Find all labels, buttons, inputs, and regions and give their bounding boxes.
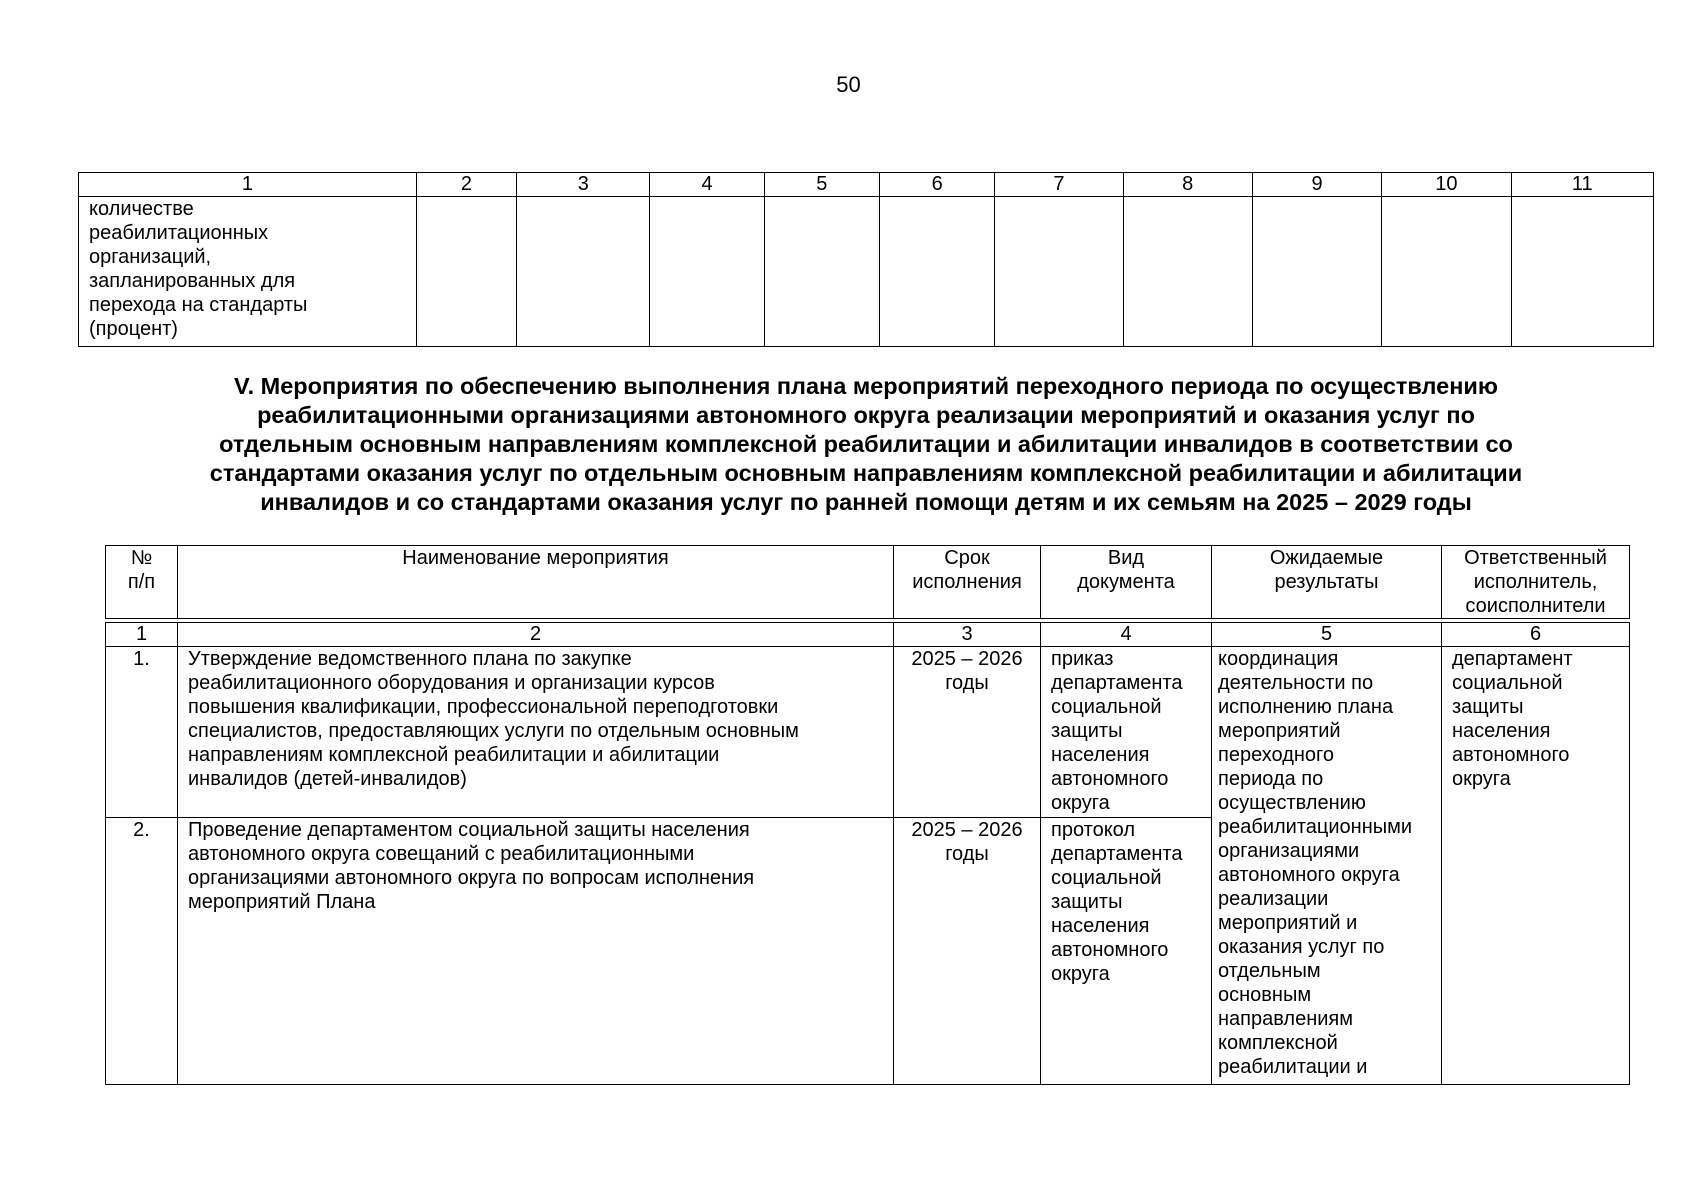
text-line: организаций,: [89, 246, 212, 268]
empty-cell: [517, 197, 650, 347]
text-line: Утверждение ведомственного плана по закупке: [188, 648, 632, 670]
column-number: 7: [995, 173, 1123, 197]
text-line: Проведение департаментом социальной защиты населения: [188, 819, 750, 841]
text-line: исполнения: [912, 571, 1022, 593]
header-name: [178, 546, 894, 619]
measures-table-header: [105, 545, 1630, 619]
text-line: координация: [1218, 648, 1339, 670]
text-line: инвалидов и со стандартами оказания услуг по ранней помощи детям и их семьям на 2025 – 2029 годы: [260, 489, 1472, 515]
text-line: Ожидаемые: [1269, 547, 1384, 569]
header-term: [894, 546, 1041, 619]
column-number: 1: [79, 173, 417, 197]
text-line: реабилитации и: [1218, 1056, 1368, 1078]
text-line: исполнению плана: [1218, 696, 1394, 718]
column-number: 6: [879, 173, 994, 197]
text-line: защиты: [1051, 891, 1123, 913]
text-line: 2025 – 2026: [911, 819, 1023, 841]
text-line: отдельным: [1218, 960, 1321, 982]
text-line: переходного: [1218, 744, 1335, 766]
text-line: протокол: [1051, 819, 1136, 841]
text-line: департамента: [1051, 672, 1183, 694]
text-line: перехода на стандарты: [89, 294, 308, 316]
text-line: Вид: [1107, 547, 1145, 569]
empty-cell: [416, 197, 516, 347]
row-number: 1.: [106, 647, 178, 818]
indicator-name-cell: [79, 197, 417, 347]
header-results: [1212, 546, 1442, 619]
text-line: оказания услуг по: [1218, 936, 1385, 958]
text-line: результаты: [1274, 571, 1379, 593]
empty-cell: [650, 197, 764, 347]
indicators-table-continuation: [78, 172, 1654, 347]
column-number: 2: [416, 173, 516, 197]
text-line: V. Мероприятия по обеспечению выполнения плана мероприятий переходного периода по осуществлению: [234, 373, 1498, 399]
measure-name: [178, 647, 894, 818]
column-number: 4: [650, 173, 764, 197]
text-line: реабилитационных: [89, 222, 269, 244]
text-line: специалистов, предоставляющих услуги по отдельным основным: [188, 720, 799, 742]
header-doc: [1041, 546, 1212, 619]
column-number: 3: [517, 173, 650, 197]
text-line: организациями автономного округа по вопросам исполнения: [188, 867, 755, 889]
text-line: автономного: [1452, 744, 1570, 766]
text-line: основным: [1218, 984, 1312, 1006]
column-number-row: [106, 623, 1630, 647]
text-line: организациями: [1218, 840, 1360, 862]
text-line: реализации: [1218, 888, 1329, 910]
text-line: социальной: [1452, 672, 1563, 694]
text-line: п/п: [127, 571, 156, 593]
text-line: комплексной: [1218, 1032, 1338, 1054]
text-line: повышения квалификации, профессиональной переподготовки: [188, 696, 779, 718]
responsible-executor: [1442, 647, 1630, 1085]
column-number: 9: [1252, 173, 1381, 197]
expected-results: [1212, 647, 1442, 1085]
text-line: периода по: [1218, 768, 1324, 790]
text-line: направлениям: [1218, 1008, 1353, 1030]
text-line: приказ: [1051, 648, 1114, 670]
text-line: направлениям комплексной реабилитации и абилитации: [188, 744, 720, 766]
column-number-row: [79, 173, 1654, 197]
text-line: департамент: [1452, 648, 1573, 670]
text-line: годы: [945, 843, 989, 865]
text-line: автономного округа совещаний с реабилитационными: [188, 843, 695, 865]
text-line: защиты: [1051, 720, 1123, 742]
text-line: запланированных для: [89, 270, 296, 292]
column-number: 6: [1442, 623, 1630, 647]
empty-cell: [1252, 197, 1381, 347]
empty-cell: [1382, 197, 1511, 347]
text-line: мероприятий Плана: [188, 891, 376, 913]
text-line: мероприятий и: [1218, 912, 1358, 934]
text-line: осуществлению: [1218, 792, 1366, 814]
measures-table: [105, 622, 1630, 1085]
text-line: социальной: [1051, 867, 1162, 889]
document-type: [1041, 818, 1212, 1085]
text-line: (процент): [89, 318, 178, 340]
header-row: [106, 546, 1630, 619]
text-line: округа: [1051, 963, 1110, 985]
text-line: социальной: [1051, 696, 1162, 718]
column-number: 1: [106, 623, 178, 647]
table-row: [106, 647, 1630, 818]
text-line: №: [130, 547, 153, 569]
section-title: [78, 372, 1654, 517]
column-number: 5: [1212, 623, 1442, 647]
text-line: автономного: [1051, 939, 1169, 961]
text-line: стандартами оказания услуг по отдельным основным направлениям комплексной реабилитации и абилитации: [209, 460, 1523, 486]
text-line: населения: [1051, 744, 1150, 766]
empty-cell: [764, 197, 879, 347]
measure-name: [178, 818, 894, 1085]
text-line: соисполнители: [1465, 595, 1606, 617]
table-row: [79, 197, 1654, 347]
header-num: [106, 546, 178, 619]
text-line: департамента: [1051, 843, 1183, 865]
document-type: [1041, 647, 1212, 818]
column-number: 11: [1511, 173, 1653, 197]
text-line: инвалидов (детей-инвалидов): [188, 768, 467, 790]
column-number: 10: [1382, 173, 1511, 197]
text-line: населения: [1452, 720, 1551, 742]
column-number: 4: [1041, 623, 1212, 647]
measure-term: [894, 647, 1041, 818]
text-line: документа: [1077, 571, 1175, 593]
text-line: защиты: [1452, 696, 1524, 718]
text-line: Ответственный: [1464, 547, 1607, 569]
column-number: 8: [1123, 173, 1252, 197]
header-responsible: [1442, 546, 1630, 619]
text-line: 2025 – 2026: [911, 648, 1023, 670]
column-number: 3: [894, 623, 1041, 647]
text-line: реабилитационного оборудования и организации курсов: [188, 672, 715, 694]
page-number: 50: [836, 72, 861, 97]
text-line: реабилитационными организациями автономного округа реализации мероприятий и оказания услуг по: [257, 402, 1475, 428]
text-line: реабилитационными: [1218, 816, 1413, 838]
measure-term: [894, 818, 1041, 1085]
text-line: количестве: [89, 198, 194, 220]
text-line: деятельности по: [1218, 672, 1374, 694]
empty-cell: [1123, 197, 1252, 347]
text-line: отдельным основным направлениям комплексной реабилитации и абилитации инвалидов в соответствии со: [219, 431, 1513, 457]
text-line: автономного округа: [1218, 864, 1400, 886]
text-line: годы: [945, 672, 989, 694]
text-line: Срок: [944, 547, 990, 569]
row-number: 2.: [106, 818, 178, 1085]
column-number: 2: [178, 623, 894, 647]
empty-cell: [1511, 197, 1653, 347]
text-line: округа: [1051, 792, 1110, 814]
empty-cell: [995, 197, 1123, 347]
text-line: Наименование мероприятия: [402, 547, 669, 569]
text-line: автономного: [1051, 768, 1169, 790]
empty-cell: [879, 197, 994, 347]
column-number: 5: [764, 173, 879, 197]
text-line: населения: [1051, 915, 1150, 937]
text-line: округа: [1452, 768, 1511, 790]
text-line: исполнитель,: [1473, 571, 1598, 593]
text-line: мероприятий: [1218, 720, 1341, 742]
